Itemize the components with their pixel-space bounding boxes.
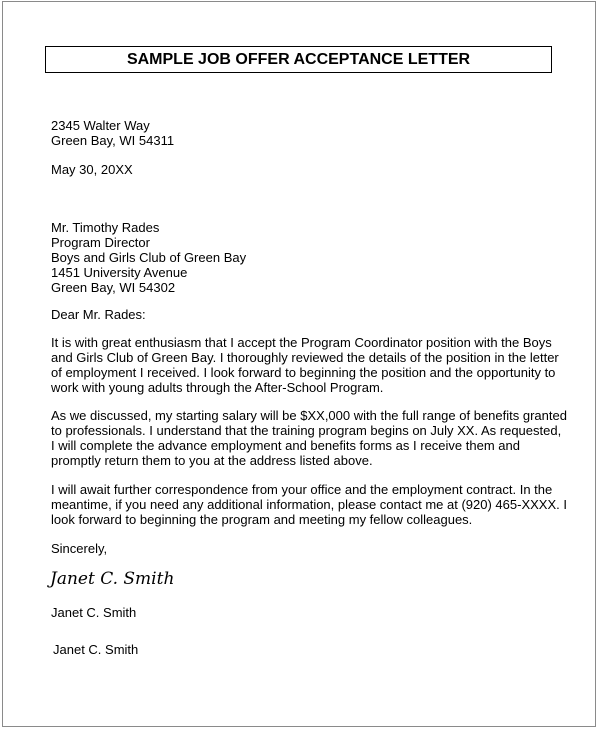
recipient-city: Green Bay, WI 54302 <box>51 280 176 295</box>
closing <box>51 541 107 556</box>
sender-city: Green Bay, WI 54311 <box>51 133 175 148</box>
paragraph-line: As we discussed, my starting salary will be $XX,000 with the full range of benefits granted <box>51 408 567 423</box>
paragraph-line: of employment I received. I look forward to beginning the position and the opportunity to <box>51 365 556 380</box>
typed-name-text: Janet C. Smith <box>51 605 137 620</box>
paragraph-line: It is with great enthusiasm that I accept the Program Coordinator position with the Boys <box>51 335 552 350</box>
body-paragraph-3 <box>51 482 567 527</box>
paragraph-line: work with young adults through the After-School Program. <box>51 380 384 395</box>
recipient-title: Program Director <box>51 235 150 250</box>
recipient-address <box>51 220 246 295</box>
paragraph-line: and Girls Club of Green Bay. I thoroughly reviewed the details of the position in the letter <box>51 350 559 365</box>
paragraph-line: I will await further correspondence from your office and the employment contract. In the <box>51 482 553 497</box>
letter-title: SAMPLE JOB OFFER ACCEPTANCE LETTER <box>45 46 552 73</box>
body-paragraph-1 <box>51 335 559 395</box>
sender-address <box>51 118 174 148</box>
paragraph-line: look forward to beginning the program and meeting my fellow colleagues. <box>51 512 473 527</box>
salutation-text: Dear Mr. Rades: <box>51 307 146 322</box>
sender-street: 2345 Walter Way <box>51 118 150 133</box>
signature: Janet C. Smith <box>50 569 175 589</box>
typed-name-repeat-text: Janet C. Smith <box>53 642 139 657</box>
date-text: May 30, 20XX <box>51 162 133 177</box>
typed-name <box>51 605 136 620</box>
paragraph-line: I will complete the advance employment and benefits forms as I receive them and <box>51 438 520 453</box>
paragraph-line: meantime, if you need any additional information, please contact me at (920) 465-XXXX. I <box>51 497 567 512</box>
recipient-organization: Boys and Girls Club of Green Bay <box>51 250 247 265</box>
recipient-street: 1451 University Avenue <box>51 265 188 280</box>
closing-text: Sincerely, <box>51 541 108 556</box>
letter-date <box>51 162 133 177</box>
paragraph-line: to professionals. I understand that the training program begins on July XX. As requested, <box>51 423 562 438</box>
typed-name-repeat <box>53 642 138 657</box>
recipient-name: Mr. Timothy Rades <box>51 220 160 235</box>
body-paragraph-2 <box>51 408 567 468</box>
paragraph-line: promptly return them to you at the address listed above. <box>51 453 373 468</box>
salutation <box>51 307 146 322</box>
